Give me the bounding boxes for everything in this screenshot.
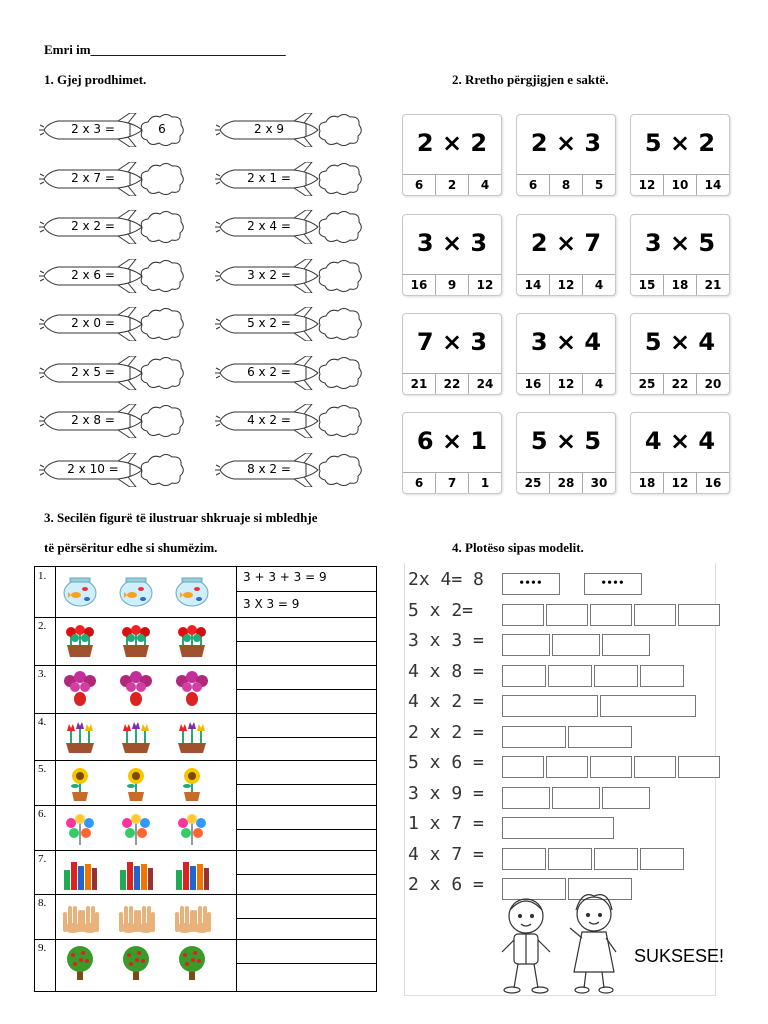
rocket-icon xyxy=(214,404,324,438)
answer-line[interactable] xyxy=(236,829,376,830)
model-expression: 3 x 9 = xyxy=(408,782,484,804)
answer-box[interactable] xyxy=(552,634,600,656)
answer-box[interactable] xyxy=(640,848,684,870)
example-multiplication: 3 X 3 = 9 xyxy=(243,597,300,611)
answer-cloud[interactable] xyxy=(316,112,364,148)
answer-box[interactable] xyxy=(502,665,546,687)
answer-cloud[interactable] xyxy=(316,209,364,245)
card-options xyxy=(403,174,501,195)
table-row-divider xyxy=(35,617,376,618)
row-illustration xyxy=(61,811,211,847)
card-problem: 5 × 5 xyxy=(530,427,602,455)
row-illustration xyxy=(61,671,211,707)
answer-option[interactable]: 12 xyxy=(638,178,656,192)
table-row-divider xyxy=(35,805,376,806)
answer-box[interactable] xyxy=(502,756,544,778)
answer-box[interactable] xyxy=(502,695,598,717)
answer-option[interactable]: 21 xyxy=(410,377,428,391)
model-expression: 2 x 6 = xyxy=(408,874,484,895)
example-addition: 3 + 3 + 3 = 9 xyxy=(243,570,327,584)
answer-line[interactable] xyxy=(236,641,376,642)
answer-box[interactable] xyxy=(502,604,544,626)
answer-box[interactable] xyxy=(678,756,720,778)
answer-option[interactable]: 12 xyxy=(468,275,501,295)
answer-box[interactable] xyxy=(602,787,650,809)
answer-box[interactable] xyxy=(678,604,720,626)
answer-option[interactable]: 18 xyxy=(663,275,696,295)
rocket-icon xyxy=(214,210,324,244)
answer-option[interactable]: 16 xyxy=(410,278,428,292)
rocket-expression: 2 x 10 = xyxy=(67,461,119,476)
rocket-icon xyxy=(38,113,148,147)
answer-cloud[interactable] xyxy=(138,452,186,488)
success-text: SUKSESE! xyxy=(634,946,725,966)
answer-box[interactable] xyxy=(502,848,546,870)
table-row-divider xyxy=(35,894,376,895)
answer-option[interactable]: 21 xyxy=(696,275,729,295)
multiplication-card xyxy=(402,214,502,296)
books-icon xyxy=(61,856,99,892)
answer-option[interactable]: 14 xyxy=(524,278,542,292)
sunflower-pot-icon xyxy=(61,766,99,802)
rocket-expression: 2 x 3 = xyxy=(71,122,115,136)
answer-box[interactable] xyxy=(634,756,676,778)
answer-option[interactable]: 9 xyxy=(435,275,468,295)
rocket-expression: 2 x 9 xyxy=(254,122,284,136)
section3-title-line1: 3. Secilën figurë të ilustruar shkruaje si mbledhje xyxy=(44,510,318,525)
section3-title-line2: të përsëritur edhe si shumëzim. xyxy=(44,540,218,555)
rocket-expression: 2 x 4 = xyxy=(247,219,291,233)
answer-cloud[interactable] xyxy=(316,306,364,342)
rocket-icon xyxy=(38,404,148,438)
row-number: 8. xyxy=(38,897,47,909)
answer-line[interactable] xyxy=(236,689,376,690)
card-options xyxy=(631,472,729,493)
flower-pot-icon xyxy=(173,623,211,659)
answer-option[interactable]: 1 xyxy=(468,473,501,493)
row-number: 4. xyxy=(38,716,47,728)
rocket-expression: 2 x 2 = xyxy=(71,219,115,233)
answer-option[interactable]: 28 xyxy=(549,473,582,493)
answer-option[interactable]: 4 xyxy=(582,374,615,394)
answer-cloud[interactable] xyxy=(316,403,364,439)
answer-option[interactable]: 16 xyxy=(696,473,729,493)
model-expression: 5 x 6 = xyxy=(408,752,484,773)
children-illustration xyxy=(496,888,636,996)
card-problem: 7 × 3 xyxy=(416,328,488,356)
row-illustration xyxy=(61,623,211,659)
answer-option[interactable]: 4 xyxy=(582,275,615,295)
multiplication-card xyxy=(630,214,730,296)
flower-pot-icon xyxy=(61,623,99,659)
rocket-expression: 2 x 1 = xyxy=(247,170,291,185)
card-problem: 3 × 4 xyxy=(530,328,602,356)
answer-box[interactable] xyxy=(590,756,632,778)
row-illustration xyxy=(61,573,211,609)
multiplication-card xyxy=(402,412,502,494)
answer-box[interactable] xyxy=(552,787,600,809)
answer-option[interactable]: 12 xyxy=(549,275,582,295)
answer-box[interactable] xyxy=(548,848,592,870)
model-expression: 4 x 2 = xyxy=(408,691,484,712)
answer-option[interactable]: 22 xyxy=(663,374,696,394)
row-illustration xyxy=(61,856,211,892)
answer-box[interactable] xyxy=(502,634,550,656)
flower-vase-icon xyxy=(173,671,211,707)
answer-option[interactable]: 6 xyxy=(528,178,538,192)
answer-option[interactable]: 20 xyxy=(696,374,729,394)
candy-icon xyxy=(117,811,155,847)
answer-line[interactable] xyxy=(236,963,376,964)
answer-option[interactable]: 12 xyxy=(549,374,582,394)
multiplication-card xyxy=(516,114,616,196)
row-number: 2. xyxy=(38,620,47,632)
answer-cloud[interactable] xyxy=(138,112,186,148)
card-options xyxy=(631,174,729,195)
answer-option[interactable]: 10 xyxy=(663,175,696,195)
rocket-icon xyxy=(38,162,148,196)
answer-box[interactable] xyxy=(600,695,696,717)
answer-option[interactable]: 5 xyxy=(582,175,615,195)
answer-line[interactable] xyxy=(236,737,376,738)
card-options xyxy=(403,373,501,394)
table-row-divider xyxy=(35,850,376,851)
multiplication-card xyxy=(402,114,502,196)
candy-icon xyxy=(173,811,211,847)
answer-option[interactable]: 25 xyxy=(524,476,542,490)
table-row-divider xyxy=(35,939,376,940)
multiplication-card xyxy=(402,313,502,395)
card-problem: 5 × 4 xyxy=(644,328,716,356)
answer-option[interactable]: 2 xyxy=(435,175,468,195)
row-number: 5. xyxy=(38,763,47,775)
multiplication-card xyxy=(516,214,616,296)
answer-option[interactable]: 15 xyxy=(638,278,656,292)
card-options xyxy=(517,174,615,195)
rocket-expression: 2 x 5 = xyxy=(71,364,115,379)
card-options xyxy=(631,373,729,394)
answer-option[interactable]: 16 xyxy=(524,377,542,391)
rocket-icon xyxy=(38,356,148,390)
card-problem: 2 × 2 xyxy=(416,129,488,157)
answer-box[interactable] xyxy=(590,604,632,626)
rocket-expression: 2 x 7 = xyxy=(71,170,115,185)
answer-option[interactable]: 8 xyxy=(549,175,582,195)
rocket-icon xyxy=(38,453,148,487)
answer-cloud[interactable] xyxy=(138,403,186,439)
model-expression: 2x 4= 8 xyxy=(408,569,484,590)
answer-option[interactable]: 6 xyxy=(414,476,424,490)
multiplication-card xyxy=(630,114,730,196)
model-expression: 1 x 7 = xyxy=(408,813,484,834)
answer-cloud[interactable] xyxy=(138,209,186,245)
row-illustration xyxy=(61,719,211,755)
answer-box[interactable] xyxy=(502,573,560,595)
card-problem: 2 × 3 xyxy=(530,129,602,157)
answer-box[interactable] xyxy=(502,726,566,748)
table-row-divider xyxy=(35,760,376,761)
multiplication-card xyxy=(516,313,616,395)
answer-cloud[interactable] xyxy=(138,161,186,197)
rocket-icon xyxy=(38,307,148,341)
answer-option[interactable]: 22 xyxy=(435,374,468,394)
answer-option[interactable]: 12 xyxy=(663,473,696,493)
model-expression: 4 x 8 = xyxy=(408,660,484,682)
section2-title: 2. Rretho përgjigjen e saktë. xyxy=(452,72,609,87)
sunflower-pot-icon xyxy=(173,766,211,802)
answer-option[interactable]: 4 xyxy=(468,175,501,195)
hands-icon xyxy=(61,900,99,936)
answer-cloud[interactable] xyxy=(138,306,186,342)
answer-box[interactable] xyxy=(546,756,588,778)
rocket-expression: 8 x 2 = xyxy=(247,461,291,476)
answer-option[interactable]: 18 xyxy=(638,476,656,490)
card-problem: 3 × 5 xyxy=(644,229,716,257)
answer-cloud[interactable] xyxy=(138,355,186,391)
answer-box[interactable] xyxy=(568,726,632,748)
rocket-icon xyxy=(38,210,148,244)
flower-pot-icon xyxy=(117,623,155,659)
answer-box[interactable] xyxy=(548,665,592,687)
row-illustration xyxy=(61,900,211,936)
answer-cloud[interactable] xyxy=(316,161,364,197)
rocket-icon xyxy=(214,307,324,341)
answer-box[interactable] xyxy=(634,604,676,626)
answer-box[interactable] xyxy=(594,665,638,687)
row-number: 3. xyxy=(38,668,47,680)
row-illustration xyxy=(61,766,211,802)
cloud-answer: 6 xyxy=(158,122,166,136)
answer-line xyxy=(236,591,376,592)
rocket-icon xyxy=(214,162,324,196)
rocket-expression: 2 x 6 = xyxy=(71,267,115,282)
answer-option[interactable]: 14 xyxy=(696,175,729,195)
answer-line[interactable] xyxy=(236,784,376,785)
table-row-divider xyxy=(35,665,376,666)
hands-icon xyxy=(117,900,155,936)
model-expression: 4 x 7 = xyxy=(408,843,484,865)
books-icon xyxy=(173,856,211,892)
row-number: 7. xyxy=(38,853,47,865)
card-options xyxy=(517,274,615,295)
answer-box[interactable] xyxy=(602,634,650,656)
card-problem: 5 × 2 xyxy=(644,129,716,157)
answer-line[interactable] xyxy=(236,874,376,875)
books-icon xyxy=(117,856,155,892)
row-number: 1. xyxy=(38,570,47,582)
row-number: 6. xyxy=(38,808,47,820)
model-expression: 2 x 2 = xyxy=(408,721,484,743)
tulip-pot-icon xyxy=(117,719,155,755)
flower-vase-icon xyxy=(117,671,155,707)
card-options xyxy=(403,274,501,295)
tree-icon xyxy=(117,945,155,981)
tree-icon xyxy=(61,945,99,981)
card-options xyxy=(517,472,615,493)
row-number: 9. xyxy=(38,942,47,954)
fishbowl-icon xyxy=(117,573,155,609)
multiplication-card xyxy=(630,313,730,395)
answer-cloud[interactable] xyxy=(316,452,364,488)
answer-box[interactable] xyxy=(502,787,550,809)
answer-option[interactable]: 24 xyxy=(468,374,501,394)
answer-box[interactable] xyxy=(546,604,588,626)
addition-multiplication-table xyxy=(34,566,377,992)
section4-title: 4. Plotëso sipas modelit. xyxy=(452,540,584,555)
answer-box[interactable] xyxy=(502,817,614,839)
card-options xyxy=(403,472,501,493)
rocket-icon xyxy=(214,453,324,487)
dots-group: •••• xyxy=(601,576,625,591)
fishbowl-icon xyxy=(61,573,99,609)
hands-icon xyxy=(173,900,211,936)
answer-option[interactable]: 25 xyxy=(638,377,656,391)
rocket-expression: 4 x 2 = xyxy=(247,413,291,427)
answer-box[interactable] xyxy=(640,665,684,687)
rocket-expression: 3 x 2 = xyxy=(247,267,291,282)
model-expression: 3 x 3 = xyxy=(408,630,484,651)
tree-icon xyxy=(173,945,211,981)
table-row-divider xyxy=(35,713,376,714)
card-problem: 2 × 7 xyxy=(530,229,602,257)
section1-title: 1. Gjej prodhimet. xyxy=(44,72,147,87)
answer-cloud[interactable] xyxy=(138,258,186,294)
card-options xyxy=(631,274,729,295)
rocket-icon xyxy=(214,113,324,147)
answer-cloud[interactable] xyxy=(316,258,364,294)
rocket-expression: 6 x 2 = xyxy=(247,364,291,379)
answer-option[interactable]: 7 xyxy=(435,473,468,493)
answer-box[interactable] xyxy=(594,848,638,870)
rocket-icon xyxy=(214,356,324,390)
tulip-pot-icon xyxy=(61,719,99,755)
rocket-expression: 2 x 0 = xyxy=(71,316,115,330)
tulip-pot-icon xyxy=(173,719,211,755)
candy-icon xyxy=(61,811,99,847)
answer-box[interactable] xyxy=(584,573,642,595)
name-field-label: Emri im______________________________ xyxy=(44,42,286,57)
multiplication-card xyxy=(630,412,730,494)
answer-option[interactable]: 6 xyxy=(414,178,424,192)
card-problem: 6 × 1 xyxy=(416,427,488,455)
rocket-icon xyxy=(38,259,148,293)
card-problem: 3 × 3 xyxy=(416,229,488,257)
fishbowl-icon xyxy=(173,573,211,609)
row-illustration xyxy=(61,945,211,981)
dots-group: •••• xyxy=(519,576,543,591)
sunflower-pot-icon xyxy=(117,766,155,802)
card-options xyxy=(517,373,615,394)
rocket-icon xyxy=(214,259,324,293)
rocket-expression: 5 x 2 = xyxy=(247,316,291,330)
flower-vase-icon xyxy=(61,671,99,707)
multiplication-card xyxy=(516,412,616,494)
rocket-expression: 2 x 8 = xyxy=(71,413,115,427)
answer-line[interactable] xyxy=(236,918,376,919)
answer-cloud[interactable] xyxy=(316,355,364,391)
card-problem: 4 × 4 xyxy=(644,427,716,455)
answer-option[interactable]: 30 xyxy=(582,473,615,493)
model-expression: 5 x 2= xyxy=(408,599,474,621)
